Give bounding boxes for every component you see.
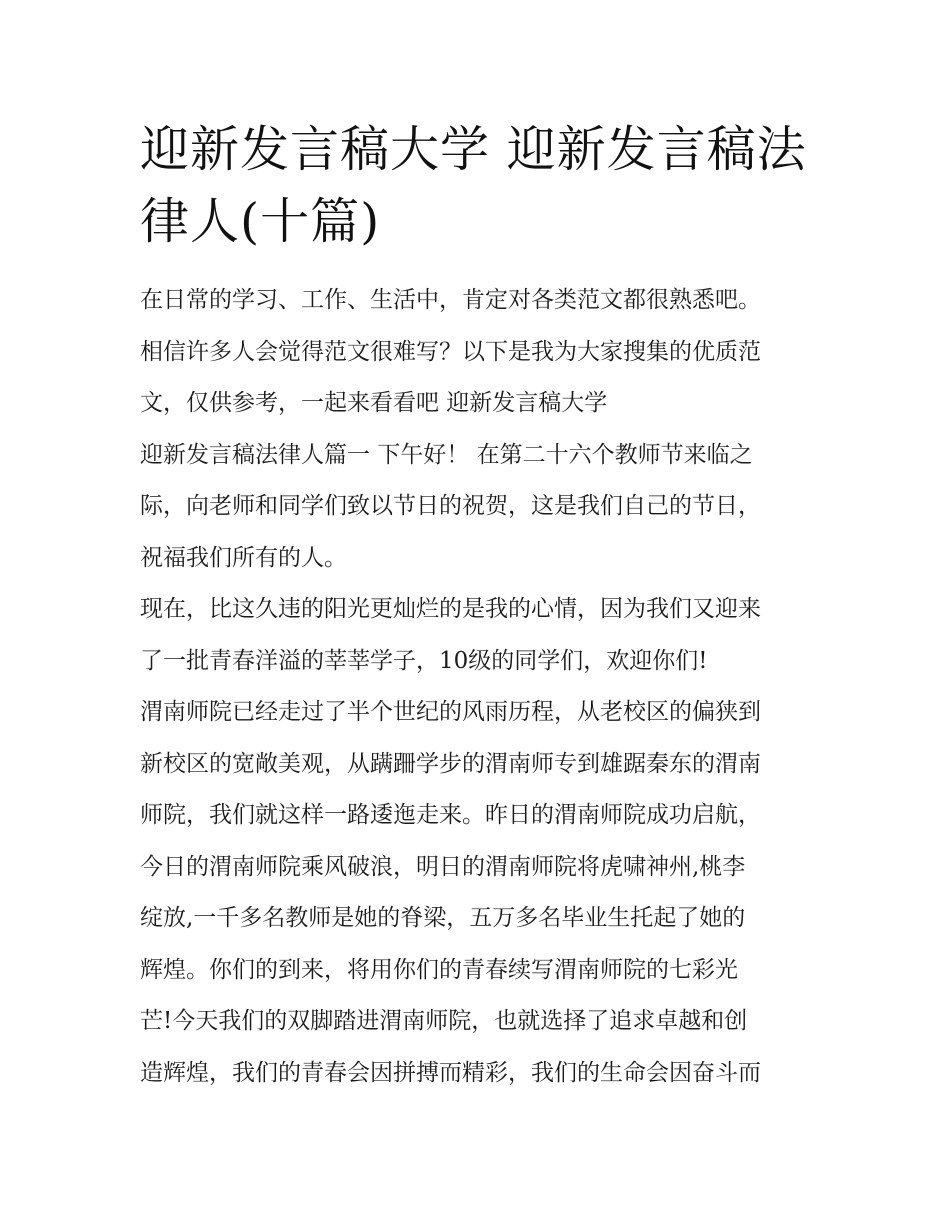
body-line: 今日的渭南师院乘风破浪，明日的渭南师院将虎啸神州,桃李 xyxy=(140,853,746,880)
body-line: 文，仅供参考，一起来看看吧 迎新发言稿大学 xyxy=(140,390,608,416)
body-line: 辉煌。你们的到来，将用你们的青春续写渭南师院的七彩光 xyxy=(140,956,738,983)
body-line: 祝福我们所有的人。 xyxy=(140,544,347,571)
body-line: 芒!今天我们的双脚踏进渭南师院，也就选择了追求卓越和创 xyxy=(140,1008,748,1034)
document-body xyxy=(140,275,830,1099)
document-title xyxy=(140,114,820,258)
title-line: 迎新发言稿大学 迎新发言稿法 xyxy=(140,121,807,178)
body-line: 造辉煌，我们的青春会因拼搏而精彩，我们的生命会因奋斗而 xyxy=(140,1059,761,1086)
title-line: 律人(十篇) xyxy=(140,193,381,250)
body-line: 现在，比这久违的阳光更灿烂的是我的心情，因为我们又迎来 xyxy=(140,596,761,622)
body-line: 相信许多人会觉得范文很难写？以下是我为大家搜集的优质范 xyxy=(140,338,761,365)
body-line: 新校区的宽敞美观，从蹒跚学步的渭南师专到雄踞秦东的渭南 xyxy=(140,750,761,777)
body-line: 际，向老师和同学们致以节日的祝贺，这是我们自己的节日， xyxy=(140,493,761,519)
body-line: 在日常的学习、工作、生活中，肯定对各类范文都很熟悉吧。 xyxy=(140,287,761,313)
body-line: 渭南师院已经走过了半个世纪的风雨历程，从老校区的偏狭到 xyxy=(140,699,761,725)
body-line: 绽放,一千多名教师是她的脊梁，五万多名毕业生托起了她的 xyxy=(140,905,746,931)
body-line: 迎新发言稿法律人篇一 下午好！ 在第二十六个教师节来临之 xyxy=(140,441,753,468)
body-line: 了一批青春洋溢的莘莘学子，10级的同学们，欢迎你们! xyxy=(140,647,708,674)
body-line: 师院，我们就这样一路逶迤走来。昨日的渭南师院成功启航， xyxy=(140,802,761,828)
